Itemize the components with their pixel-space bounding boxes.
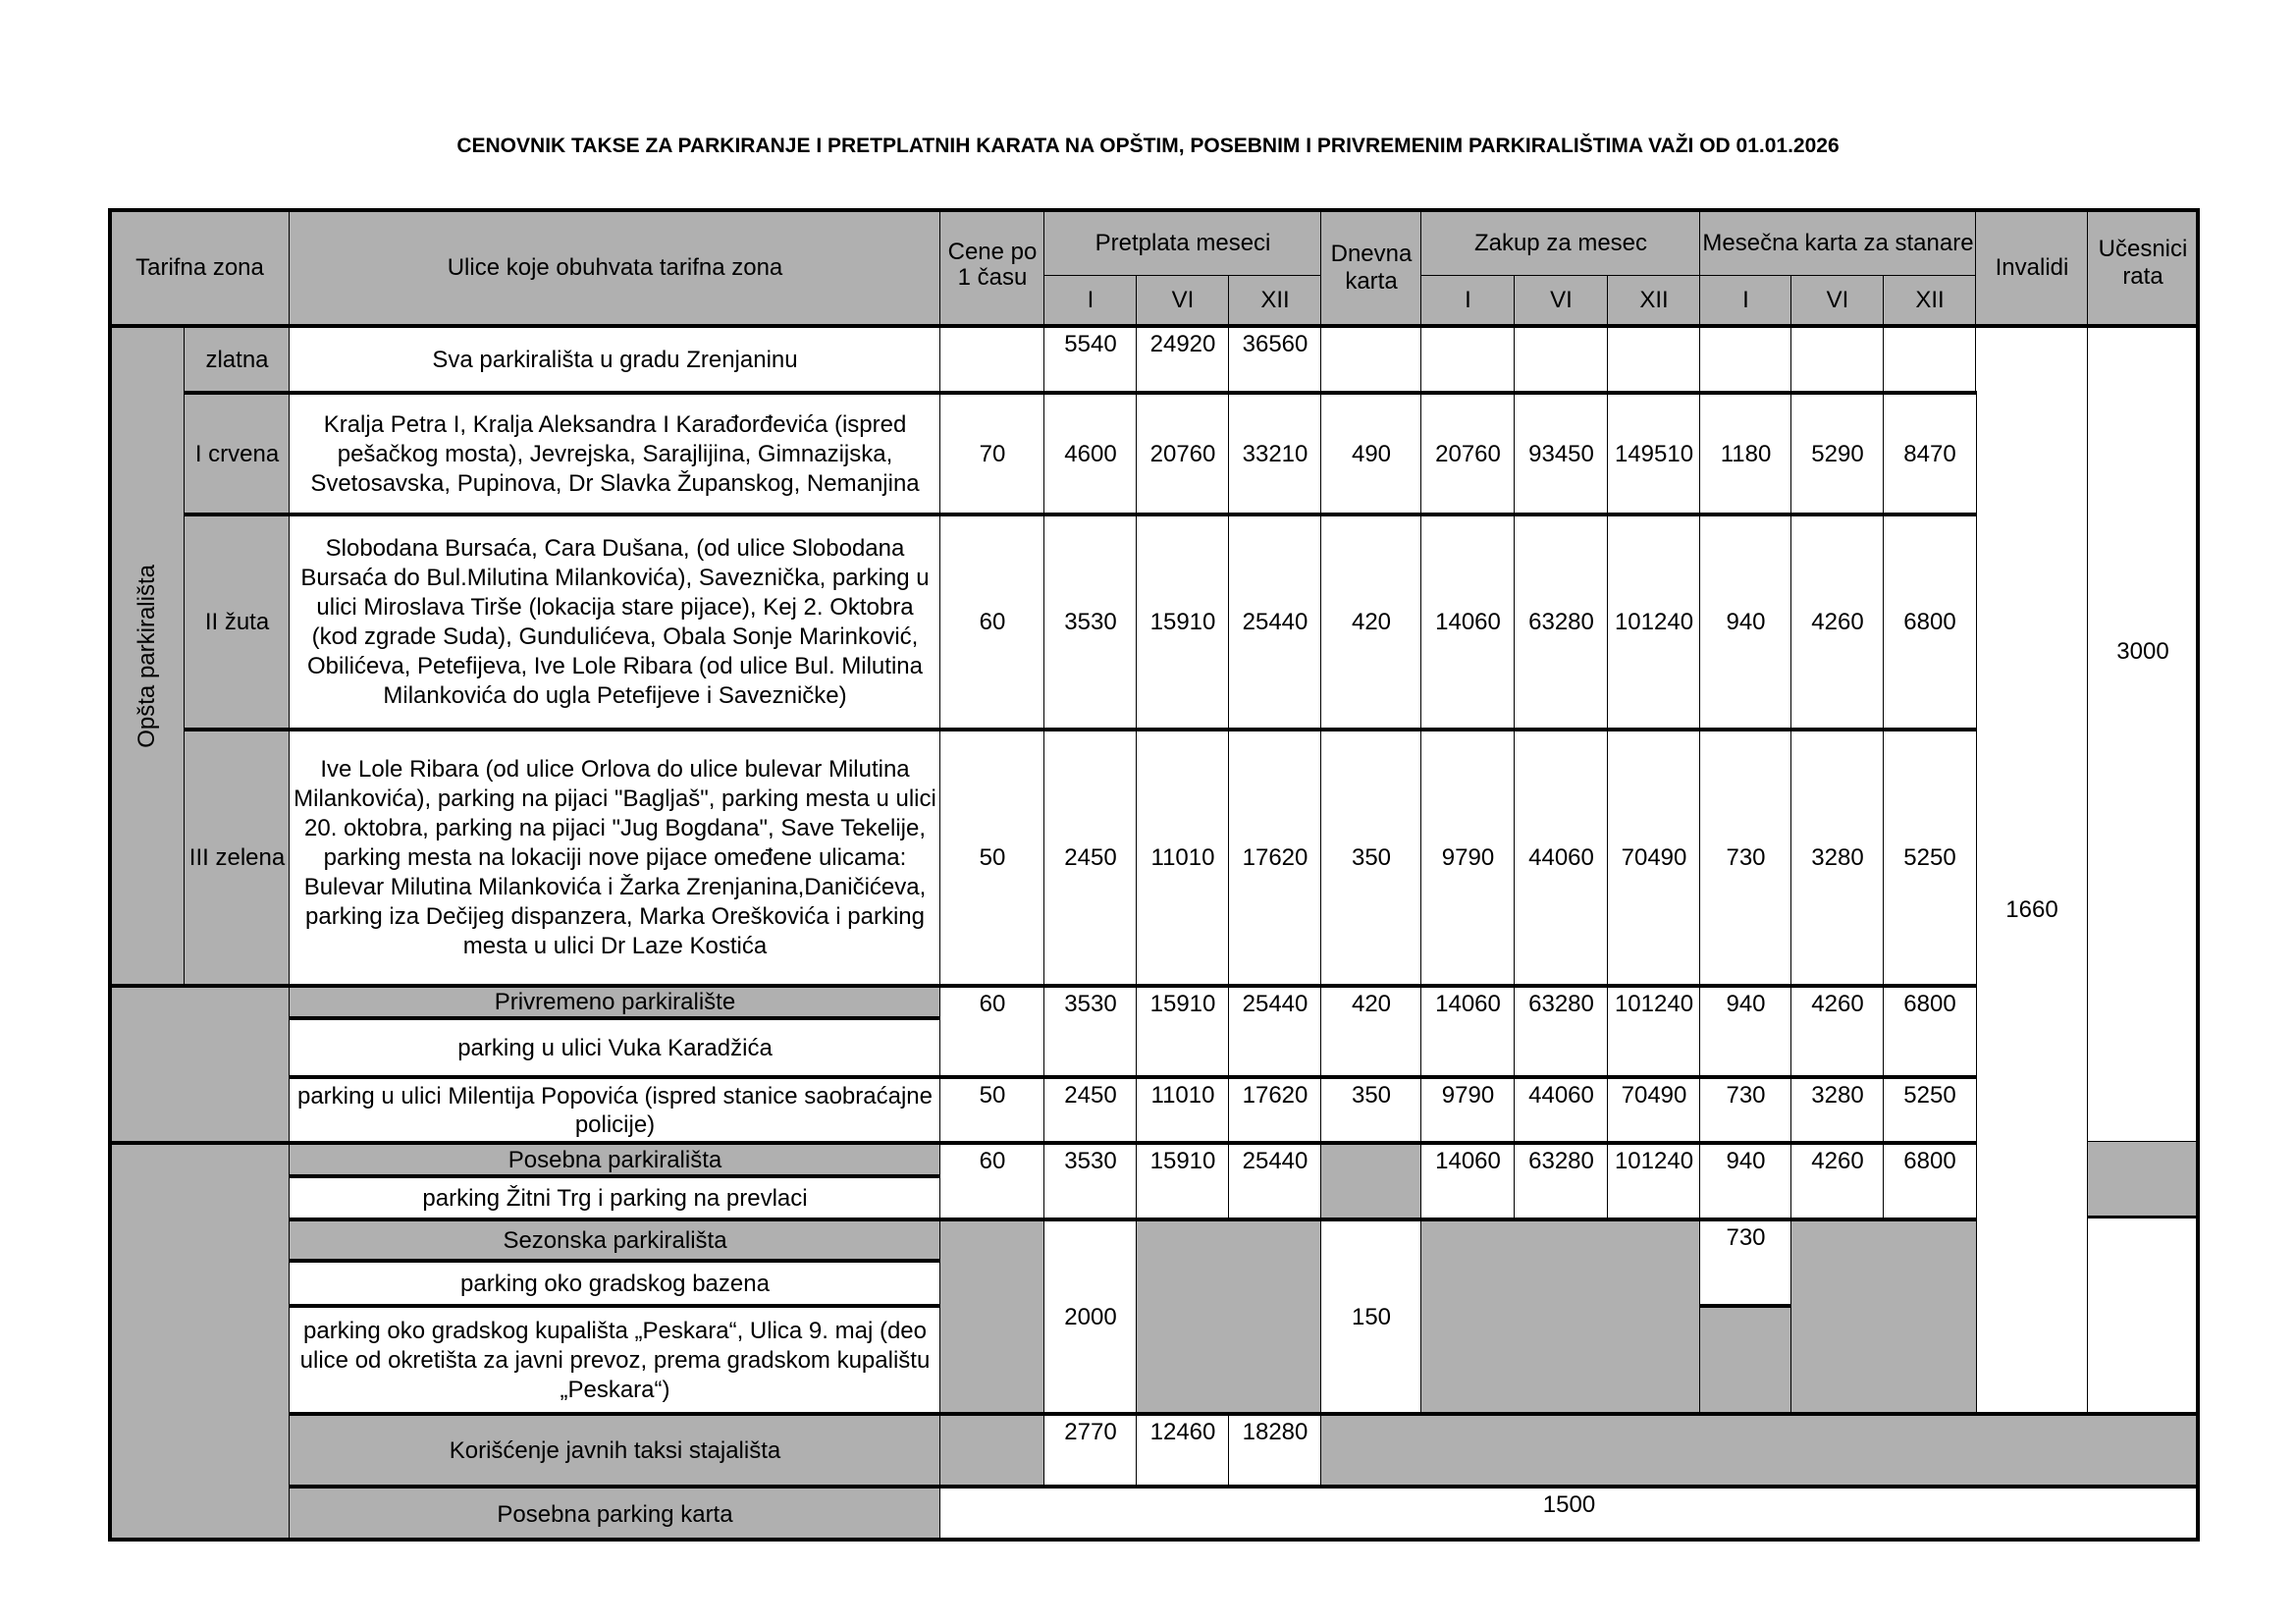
dnevna-zuta: 420: [1320, 513, 1422, 730]
cena-posebna: 60: [939, 1141, 1045, 1219]
pret-vi-crvena: 20760: [1136, 391, 1230, 514]
header-tarifna-zona: Tarifna zona: [109, 209, 291, 326]
dnevna-crvena: 490: [1320, 391, 1422, 514]
zakup-xii-milentija: 70490: [1607, 1075, 1701, 1143]
cena-zuta: 60: [939, 513, 1045, 730]
pret-i-milentija: 2450: [1043, 1075, 1138, 1143]
pret-vi-zelena: 11010: [1136, 728, 1230, 986]
zakup-i-posebna: 14060: [1420, 1141, 1516, 1219]
streets-zelena: Ive Lole Ribara (od ulice Orlova do ulice bulevar Milutina Milankovića), parking na pijaci "Bagljaš", parking mesta u ulici 20. oktobra, parking na pijaci "Jug Bogdana", Save Tekelije, parking mesta na lokaciji nove pijace omeđene ulicama: Bulevar Milutina Milankovića i Žarka Zrenjanina,Daničićeva, parking iza Dečijeg dispanzera, Marka Oreškovića i parking mesta u ulici Dr Laze Kostića: [289, 728, 941, 986]
mes-xii-crvena: 8470: [1883, 391, 1977, 514]
ucesnici-value: [2087, 324, 2199, 1143]
pret-xii-zlatna: 36560: [1228, 324, 1322, 393]
header-pretplata-vi: VI: [1136, 275, 1230, 326]
dnevna-privremeno: 420: [1320, 984, 1422, 1077]
zone-zelena: III zelena: [184, 728, 291, 986]
ucesnici-sezonska-empty: [2087, 1218, 2199, 1414]
zakup-vi-crvena: 93450: [1514, 391, 1609, 514]
streets-peskara: parking oko gradskog kupališta „Peskara“, Ulica 9. maj (deo ulice od okretišta za javni prevoz, prema gradskom kupalištu „Peskara“): [289, 1304, 941, 1414]
mes-vi-crvena: 5290: [1790, 391, 1885, 514]
zakup-xii-zelena: 70490: [1607, 728, 1701, 986]
header-pretplata: Pretplata meseci: [1043, 209, 1322, 277]
heading-privremeno: Privremeno parkiralište: [289, 984, 941, 1018]
header-dnevna: Dnevna karta: [1320, 209, 1422, 326]
streets-zitni-trg: parking Žitni Trg i parking na prevlaci: [289, 1174, 941, 1219]
group-label-opsta: [109, 324, 186, 986]
heading-posebna: Posebna parkirališta: [289, 1141, 941, 1176]
cena-sezonska-empty: [939, 1218, 1045, 1414]
header-mesecna-i: I: [1699, 275, 1792, 326]
zone-crvena: I crvena: [184, 391, 291, 514]
dnevna-sezonska: 150: [1320, 1218, 1422, 1414]
pret-i-zelena: 2450: [1043, 728, 1138, 986]
pret-i-sezonska: 2000: [1043, 1218, 1138, 1414]
cena-zelena: 50: [939, 728, 1045, 986]
pret-vi-taksi: 12460: [1136, 1412, 1230, 1487]
mes-xii-privremeno: 6800: [1883, 984, 1977, 1077]
ucesnici-posebna-empty: [2087, 1141, 2199, 1219]
mes-i-milentija: 730: [1699, 1075, 1792, 1143]
cena-privremeno: 60: [939, 984, 1045, 1077]
dnevna-posebna-empty: [1320, 1141, 1422, 1219]
pret-xii-posebna: 25440: [1228, 1141, 1322, 1219]
pret-vi-zlatna: 24920: [1136, 324, 1230, 393]
cena-crvena: 70: [939, 391, 1045, 514]
zakup-xii-posebna: 101240: [1607, 1141, 1701, 1219]
group-privremeno-left: [109, 984, 291, 1143]
header-pretplata-xii: XII: [1228, 275, 1322, 326]
zakup-xii-crvena: 149510: [1607, 391, 1701, 514]
mes-vi-milentija: 3280: [1790, 1075, 1885, 1143]
zone-zlatna: zlatna: [184, 324, 291, 393]
mes-i-peskara-empty: [1699, 1304, 1792, 1414]
zakup-vi-zuta: 63280: [1514, 513, 1609, 730]
streets-milentija: parking u ulici Milentija Popovića (ispred stanice saobraćajne policije): [289, 1075, 941, 1143]
pret-i-zuta: 3530: [1043, 513, 1138, 730]
invalidi-value: [1975, 324, 2089, 1414]
zakup-i-zlatna: [1420, 324, 1516, 393]
pret-vi-milentija: 11010: [1136, 1075, 1230, 1143]
zakup-vi-zlatna: [1514, 324, 1609, 393]
label-taksi: Korišćenje javnih taksi stajališta: [289, 1412, 941, 1487]
dnevna-zlatna: [1320, 324, 1422, 393]
pret-i-zlatna: 5540: [1043, 324, 1138, 393]
zakup-i-zelena: 9790: [1420, 728, 1516, 986]
pret-i-posebna: 3530: [1043, 1141, 1138, 1219]
zakup-i-milentija: 9790: [1420, 1075, 1516, 1143]
mes-vi-xii-sezonska-empty: [1790, 1218, 1977, 1414]
streets-crvena: Kralja Petra I, Kralja Aleksandra I Karađorđevića (ispred pešačkog mosta), Jevrejska, Sarajlijina, Gimnazijska, Svetosavska, Pupinova, Dr Slavka Županskog, Nemanjina: [289, 391, 941, 514]
pret-i-crvena: 4600: [1043, 391, 1138, 514]
zakup-vi-zelena: 44060: [1514, 728, 1609, 986]
pret-vi-posebna: 15910: [1136, 1141, 1230, 1219]
streets-zlatna: Sva parkirališta u gradu Zrenjaninu: [289, 324, 941, 393]
zakup-vi-milentija: 44060: [1514, 1075, 1609, 1143]
dnevna-zelena: 350: [1320, 728, 1422, 986]
header-ulice: Ulice koje obuhvata tarifna zona: [289, 209, 941, 326]
mes-xii-zuta: 6800: [1883, 513, 1977, 730]
label-posebna-karta: Posebna parking karta: [289, 1485, 941, 1542]
mes-i-zuta: 940: [1699, 513, 1792, 730]
zakup-vi-posebna: 63280: [1514, 1141, 1609, 1219]
pret-vi-privremeno: 15910: [1136, 984, 1230, 1077]
heading-sezonska: Sezonska parkirališta: [289, 1218, 941, 1261]
zakup-i-privremeno: 14060: [1420, 984, 1516, 1077]
cena-taksi-empty: [939, 1412, 1045, 1487]
taksi-remaining-empty: [1320, 1412, 2199, 1487]
mes-i-crvena: 1180: [1699, 391, 1792, 514]
header-invalidi: Invalidi: [1975, 209, 2089, 326]
header-zakup-vi: VI: [1514, 275, 1609, 326]
mes-xii-posebna: 6800: [1883, 1141, 1977, 1219]
mes-i-zlatna: [1699, 324, 1792, 393]
group-label-text: Opšta parkirališta: [133, 565, 160, 748]
zakup-xii-zuta: 101240: [1607, 513, 1701, 730]
mes-xii-zelena: 5250: [1883, 728, 1977, 986]
mes-xii-milentija: 5250: [1883, 1075, 1977, 1143]
ucesnici-value-text: 3000: [2116, 637, 2169, 665]
mes-vi-zlatna: [1790, 324, 1885, 393]
mes-i-sezonska: 730: [1699, 1218, 1792, 1306]
zone-zuta: II žuta: [184, 513, 291, 730]
mes-i-posebna: 940: [1699, 1141, 1792, 1219]
header-cena: Cene po 1 času: [939, 209, 1045, 326]
pret-xii-milentija: 17620: [1228, 1075, 1322, 1143]
streets-zuta: Slobodana Bursaća, Cara Dušana, (od ulice Slobodana Bursaća do Bul.Milutina Milankovića), Saveznička, parking u ulici Miroslava Tirše (lokacija stare pijace), Kej 2. Oktobra (kod zgrade Suda), Gundulićeva, Obala Sonje Marinković, Obilićeva, Petefijeva, Ive Lole Ribara (od ulice Bul. Milutina Milankovića do ugla Petefijeve i Savezničke): [289, 513, 941, 730]
document-title: CENOVNIK TAKSE ZA PARKIRANJE I PRETPLATNIH KARATA NA OPŠTIM, POSEBNIM I PRIVREMENIM PARKIRALIŠTIMA VAŽI OD 01.01.2026: [456, 135, 1840, 157]
pret-i-privremeno: 3530: [1043, 984, 1138, 1077]
header-zakup-xii: XII: [1607, 275, 1701, 326]
header-zakup: Zakup za mesec: [1420, 209, 1701, 277]
invalidi-value-text: 1660: [2005, 895, 2058, 923]
pret-vi-xii-sezonska-empty: [1136, 1218, 1322, 1414]
pret-xii-crvena: 33210: [1228, 391, 1322, 514]
mes-i-zelena: 730: [1699, 728, 1792, 986]
header-pretplata-i: I: [1043, 275, 1138, 326]
value-posebna-karta: 1500: [939, 1485, 2199, 1542]
pret-xii-taksi: 18280: [1228, 1412, 1322, 1487]
streets-vuka: parking u ulici Vuka Karadžića: [289, 1016, 941, 1077]
zakup-i-zuta: 14060: [1420, 513, 1516, 730]
zakup-i-crvena: 20760: [1420, 391, 1516, 514]
mes-vi-posebna: 4260: [1790, 1141, 1885, 1219]
dnevna-milentija: 350: [1320, 1075, 1422, 1143]
group-posebna-left: [109, 1141, 291, 1542]
zakup-xii-zlatna: [1607, 324, 1701, 393]
zakup-xii-privremeno: 101240: [1607, 984, 1701, 1077]
mes-vi-privremeno: 4260: [1790, 984, 1885, 1077]
header-mesecna-xii: XII: [1883, 275, 1977, 326]
mes-i-privremeno: 940: [1699, 984, 1792, 1077]
pret-xii-zuta: 25440: [1228, 513, 1322, 730]
cena-zlatna: [939, 324, 1045, 393]
header-mesecna-vi: VI: [1790, 275, 1885, 326]
streets-bazen: parking oko gradskog bazena: [289, 1259, 941, 1306]
pret-xii-zelena: 17620: [1228, 728, 1322, 986]
pret-vi-zuta: 15910: [1136, 513, 1230, 730]
header-mesecna: Mesečna karta za stanare: [1699, 209, 1977, 277]
mes-vi-zelena: 3280: [1790, 728, 1885, 986]
pret-xii-privremeno: 25440: [1228, 984, 1322, 1077]
header-ucesnici: Učesnici rata: [2087, 209, 2199, 326]
header-zakup-i: I: [1420, 275, 1516, 326]
zakup-vi-privremeno: 63280: [1514, 984, 1609, 1077]
cena-milentija: 50: [939, 1075, 1045, 1143]
mes-vi-zuta: 4260: [1790, 513, 1885, 730]
pret-i-taksi: 2770: [1043, 1412, 1138, 1487]
zakup-sezonska-empty: [1420, 1218, 1701, 1414]
mes-xii-zlatna: [1883, 324, 1977, 393]
